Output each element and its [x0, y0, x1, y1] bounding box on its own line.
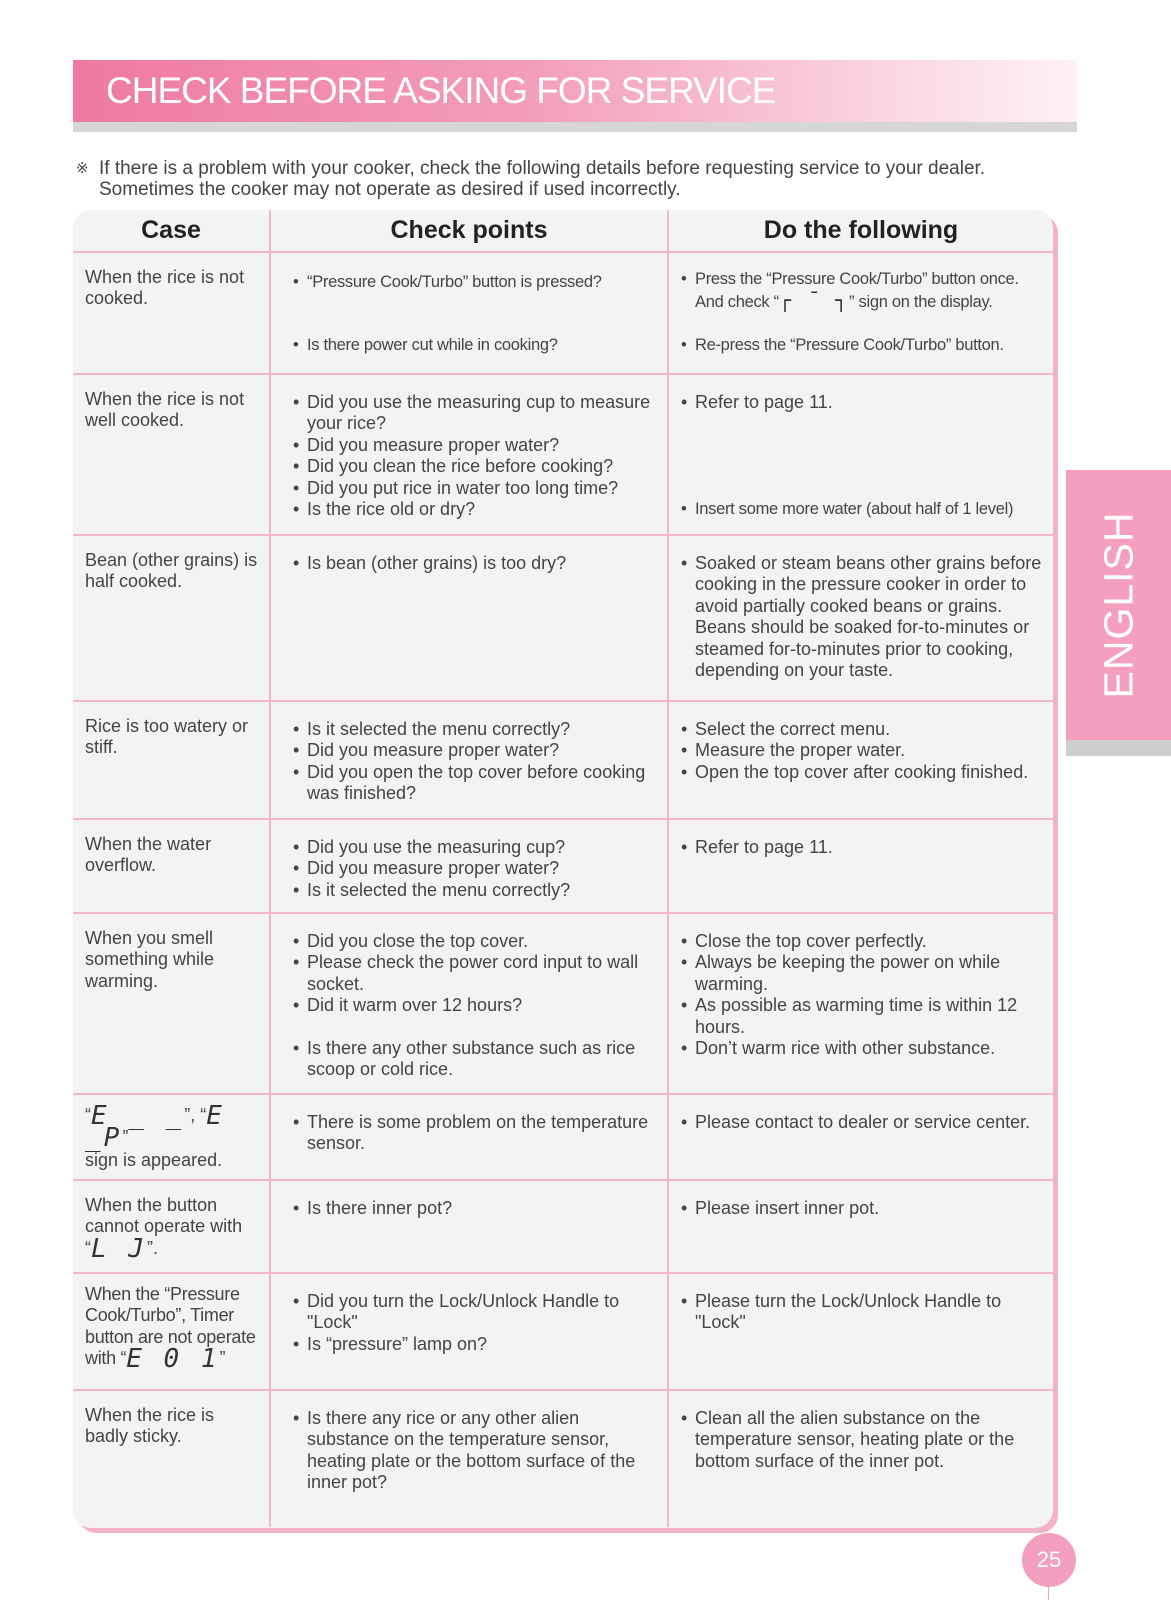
quote-mark: “: [85, 1105, 91, 1125]
action-item: • Insert some more water (about half of 1 level): [681, 499, 1043, 520]
table-row: [73, 374, 1053, 535]
reference-mark-icon: ※: [76, 160, 89, 177]
action-item: • Please turn the Lock/Unlock Handle to "Lock": [681, 1291, 1043, 1334]
check-point: • There is some problem on the temperature sensor.: [293, 1112, 657, 1155]
action-item: • As possible as warming time is within 12 hours.: [681, 995, 1043, 1038]
check-point: • Did you use the measuring cup?: [293, 837, 657, 858]
check-point: • Is “pressure” lamp on?: [293, 1334, 657, 1355]
column-header-do-the-following: Do the following: [668, 210, 1053, 252]
quote-mark: “: [120, 1348, 127, 1369]
case-cell: When the rice is badly sticky.: [85, 1405, 215, 1447]
case-cell: When the rice is not well cooked.: [85, 389, 245, 431]
action-item: • Select the correct menu.: [681, 719, 1043, 740]
quote-mark: ”: [122, 1127, 129, 1148]
action-item: • Please contact to dealer or service center.: [681, 1112, 1043, 1133]
language-tab: [1066, 470, 1171, 740]
check-point: • Did you close the top cover.: [293, 931, 657, 952]
check-point: • Is bean (other grains) is too dry?: [293, 553, 657, 574]
action-item: • Always be keeping the power on while warming.: [681, 952, 1043, 995]
case-cell: [73, 1274, 269, 1375]
column-header-check-points: Check points: [270, 210, 668, 252]
table-row: [73, 819, 1053, 913]
check-point: • Did it warm over 12 hours?: [293, 995, 657, 1016]
check-point: • Did you measure proper water?: [293, 740, 657, 761]
action-text: ” sign on the display.: [849, 293, 993, 312]
display-segment-icon: ┌ ˉ ┐: [778, 288, 850, 313]
intro-note: [76, 158, 1036, 200]
check-point: • Is it selected the menu correctly?: [293, 719, 657, 740]
action-item: • Re-press the “Pressure Cook/Turbo” button.: [681, 335, 1043, 356]
action-item: • Don’t warm rice with other substance.: [681, 1038, 1043, 1059]
check-point: • Did you use the measuring cup to measure your rice?: [293, 392, 657, 435]
check-point: • Did you put rice in water too long time?: [293, 478, 657, 499]
case-cell: When you smell something while warming.: [85, 928, 215, 991]
case-cell: Rice is too watery or stiff.: [85, 716, 249, 758]
check-point: • Is there power cut while in cooking?: [293, 335, 657, 356]
action-text: And check “: [695, 293, 779, 312]
check-point: • Did you measure proper water?: [293, 435, 657, 456]
case-text: When the “Pressure Cook/Turbo”, Timer button are not operate with: [85, 1284, 256, 1369]
check-point: • Is there inner pot?: [293, 1198, 657, 1219]
check-point: • Did you measure proper water?: [293, 858, 657, 879]
action-item: • Open the top cover after cooking finished.: [681, 762, 1043, 783]
column-header-case: Case: [73, 210, 270, 252]
table-row: [73, 1094, 1053, 1180]
check-point: • Please check the power cord input to wall socket.: [293, 952, 657, 995]
case-cell: [73, 1181, 269, 1264]
language-tab-label: ENGLISH: [1095, 511, 1141, 699]
language-tab-shadow: [1066, 740, 1171, 756]
case-cell: When the rice is not cooked.: [85, 267, 245, 309]
error-code-ee-icon: E _ _: [91, 1101, 185, 1131]
quote-mark: ”.: [146, 1237, 158, 1258]
check-point: • Is there any other substance such as rice scoop or cold rice.: [293, 1038, 657, 1081]
check-point: • “Pressure Cook/Turbo” button is pressed?: [293, 272, 657, 293]
action-item: • Close the top cover perfectly.: [681, 931, 1043, 952]
table-header-row: [73, 210, 1053, 252]
action-item: • Please insert inner pot.: [681, 1198, 1043, 1219]
page-number-line: [1048, 1587, 1049, 1600]
page-title: CHECK BEFORE ASKING FOR SERVICE: [106, 70, 776, 111]
case-cell: [73, 1095, 269, 1171]
case-text: sign is appeared.: [85, 1149, 223, 1170]
lock-code-lj-icon: L J: [91, 1233, 147, 1264]
error-code-ep-icon: E _P: [85, 1101, 225, 1154]
action-item: [681, 269, 1043, 314]
intro-text: If there is a problem with your cooker, check the following details before requesting service to your dealer. Sometimes the cooker may not operate as desired if used incorrectly.: [99, 158, 986, 200]
action-item: • Refer to page 11.: [681, 392, 1043, 413]
table-row: [73, 535, 1053, 701]
table-row: [73, 1390, 1053, 1527]
action-item: • Soaked or steam beans other grains before cooking in the pressure cooker in order to avoid partially cooked beans or grains. Beans should be soaked for-to-minutes or steamed for-to-minutes prior to cooking, depending on your taste.: [681, 553, 1043, 681]
table-row: [73, 1273, 1053, 1390]
case-text: When the button cannot operate with: [85, 1195, 243, 1237]
title-banner: [73, 60, 1077, 122]
check-point: • Did you open the top cover before cooking was finished?: [293, 762, 657, 805]
table-row: [73, 252, 1053, 374]
check-point: • Did you turn the Lock/Unlock Handle to "Lock": [293, 1291, 657, 1334]
check-point: • Is the rice old or dry?: [293, 499, 657, 520]
banner-shadow: [73, 122, 1077, 132]
table-row: [73, 701, 1053, 819]
error-code-e01-icon: E 0 1: [126, 1344, 220, 1375]
table-row: [73, 913, 1053, 1094]
action-item: • Refer to page 11.: [681, 837, 1043, 858]
quote-mark: “: [85, 1237, 91, 1258]
action-item: • Measure the proper water.: [681, 740, 1043, 761]
troubleshooting-table: [73, 210, 1053, 1528]
quote-mark: ”, “: [184, 1105, 207, 1125]
check-point: • Is it selected the menu correctly?: [293, 880, 657, 901]
case-cell: Bean (other grains) is half cooked.: [85, 550, 258, 592]
quote-mark: ”: [219, 1348, 226, 1369]
action-text: Press the “Pressure Cook/Turbo” button once.: [695, 270, 1019, 288]
case-cell: When the water overflow.: [85, 834, 212, 876]
action-item: • Clean all the alien substance on the temperature sensor, heating plate or the bottom surface of the inner pot.: [681, 1408, 1043, 1472]
table-row: [73, 1180, 1053, 1273]
check-point: • Is there any rice or any other alien substance on the temperature sensor, heating plate or the bottom surface of the inner pot?: [293, 1408, 657, 1494]
page-number: 25: [1022, 1533, 1076, 1587]
check-point: • Did you clean the rice before cooking?: [293, 456, 657, 477]
